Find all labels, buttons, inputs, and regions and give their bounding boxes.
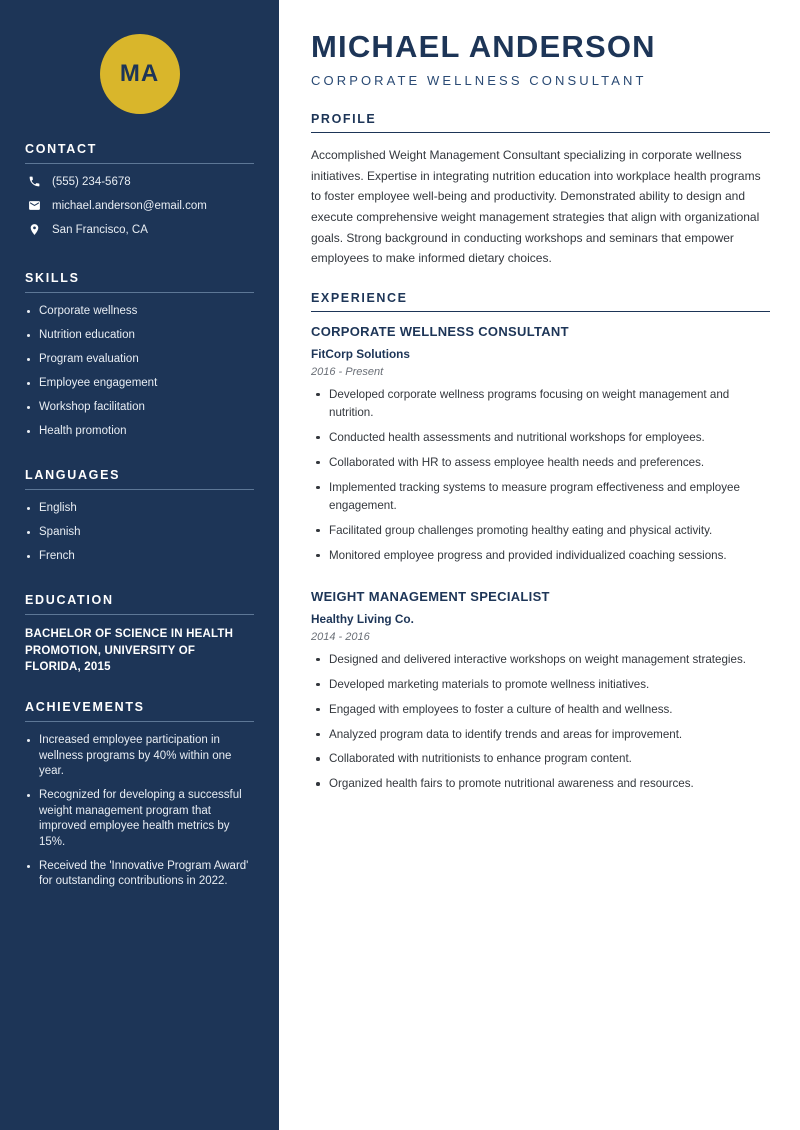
achievements-heading: ACHIEVEMENTS: [25, 700, 145, 715]
list-item: Organized health fairs to promote nutritional awareness and resources.: [311, 775, 770, 793]
list-item: Collaborated with nutritionists to enhance program content.: [311, 750, 770, 768]
job-title: WEIGHT MANAGEMENT SPECIALIST: [311, 588, 550, 604]
experience-item: [311, 324, 770, 565]
contact-email[interactable]: [25, 199, 254, 212]
divider: [311, 311, 770, 312]
list-item: Program evaluation: [25, 352, 254, 368]
job-dates: 2016 - Present: [311, 365, 384, 378]
profile-text: Accomplished Weight Management Consultant specializing in corporate wellness initiatives. Expertise in integrating nutrition education into workplace health programs to foster employee well-being and productivity. Demonstrated ability to design and execute comprehensive weight management strategies that align with organizational goals. Strong background in conducting workshops and seminars that empower employees to make informed dietary choices.: [311, 148, 761, 266]
divider: [25, 721, 254, 722]
list-item: Health promotion: [25, 424, 254, 440]
divider: [25, 489, 254, 490]
avatar: MA: [100, 34, 180, 114]
list-item: Corporate wellness: [25, 304, 254, 320]
avatar-container: [0, 0, 279, 142]
main-content: [279, 0, 800, 1130]
contact-location[interactable]: [25, 223, 254, 236]
list-item: Implemented tracking systems to measure program effectiveness and employee engagement.: [311, 479, 770, 515]
list-item: Developed marketing materials to promote wellness initiatives.: [311, 676, 770, 694]
job-role-subtitle: CORPORATE WELLNESS CONSULTANT: [311, 73, 647, 89]
location-pin-icon: [25, 223, 43, 236]
languages-heading: LANGUAGES: [25, 468, 121, 483]
sidebar: [0, 0, 279, 1130]
sidebar-section-skills: [0, 271, 279, 440]
list-item: French: [25, 549, 254, 565]
list-item: Designed and delivered interactive workshops on weight management strategies.: [311, 651, 770, 669]
divider: [25, 292, 254, 293]
page-title: MICHAEL ANDERSON: [311, 29, 656, 64]
job-bullets: [311, 651, 770, 794]
divider: [311, 132, 770, 133]
job-company: Healthy Living Co.: [311, 611, 414, 626]
list-item: Conducted health assessments and nutritional workshops for employees.: [311, 429, 770, 447]
sidebar-section-education: [0, 593, 279, 676]
languages-list: [25, 501, 254, 565]
list-item: Developed corporate wellness programs focusing on weight management and nutrition.: [311, 386, 770, 422]
job-bullets: [311, 386, 770, 565]
section-profile: [311, 112, 770, 269]
spacer: [0, 573, 279, 593]
divider: [25, 163, 254, 164]
list-item: Recognized for developing a successful weight management program that improved employee health metrics by 15%.: [25, 788, 254, 850]
skills-heading: SKILLS: [25, 271, 80, 285]
skills-list: [25, 304, 254, 440]
list-item: Facilitated group challenges promoting healthy eating and physical activity.: [311, 522, 770, 540]
envelope-icon: [25, 199, 43, 212]
list-item: Analyzed program data to identify trends and areas for improvement.: [311, 726, 770, 744]
divider: [25, 614, 254, 615]
list-item: Monitored employee progress and provided individualized coaching sessions.: [311, 547, 770, 565]
contact-phone-value: (555) 234-5678: [52, 175, 131, 188]
list-item: Employee engagement: [25, 376, 254, 392]
sidebar-section-contact: [0, 142, 279, 236]
sidebar-section-languages: [0, 468, 279, 565]
job-dates: 2014 - 2016: [311, 630, 370, 643]
sidebar-section-achievements: [0, 700, 279, 890]
spacer: [0, 448, 279, 468]
spacer: [0, 676, 279, 700]
list-item: Spanish: [25, 525, 254, 541]
list-item: Workshop facilitation: [25, 400, 254, 416]
list-item: Collaborated with HR to assess employee health needs and preferences.: [311, 454, 770, 472]
contact-email-value: michael.anderson@email.com: [52, 199, 207, 212]
achievements-list: [25, 733, 254, 890]
phone-icon: [25, 175, 43, 188]
profile-heading: PROFILE: [311, 112, 377, 127]
education-entry: BACHELOR OF SCIENCE IN HEALTH PROMOTION, UNIVERSITY OF FLORIDA, 2015: [25, 628, 234, 674]
spacer: [0, 247, 279, 271]
list-item: English: [25, 501, 254, 517]
experience-heading: EXPERIENCE: [311, 290, 408, 305]
list-item: Nutrition education: [25, 328, 254, 344]
job-company: FitCorp Solutions: [311, 346, 410, 361]
contact-location-value: San Francisco, CA: [52, 223, 148, 236]
contact-heading: CONTACT: [25, 142, 98, 156]
list-item: Received the 'Innovative Program Award' for outstanding contributions in 2022.: [25, 859, 254, 890]
experience-item: [311, 589, 770, 794]
job-title: CORPORATE WELLNESS CONSULTANT: [311, 323, 569, 339]
contact-phone[interactable]: [25, 175, 254, 188]
list-item: Engaged with employees to foster a culture of health and wellness.: [311, 701, 770, 719]
education-heading: EDUCATION: [25, 593, 114, 608]
section-experience: [311, 291, 770, 794]
list-item: Increased employee participation in wellness programs by 40% within one year.: [25, 733, 254, 780]
